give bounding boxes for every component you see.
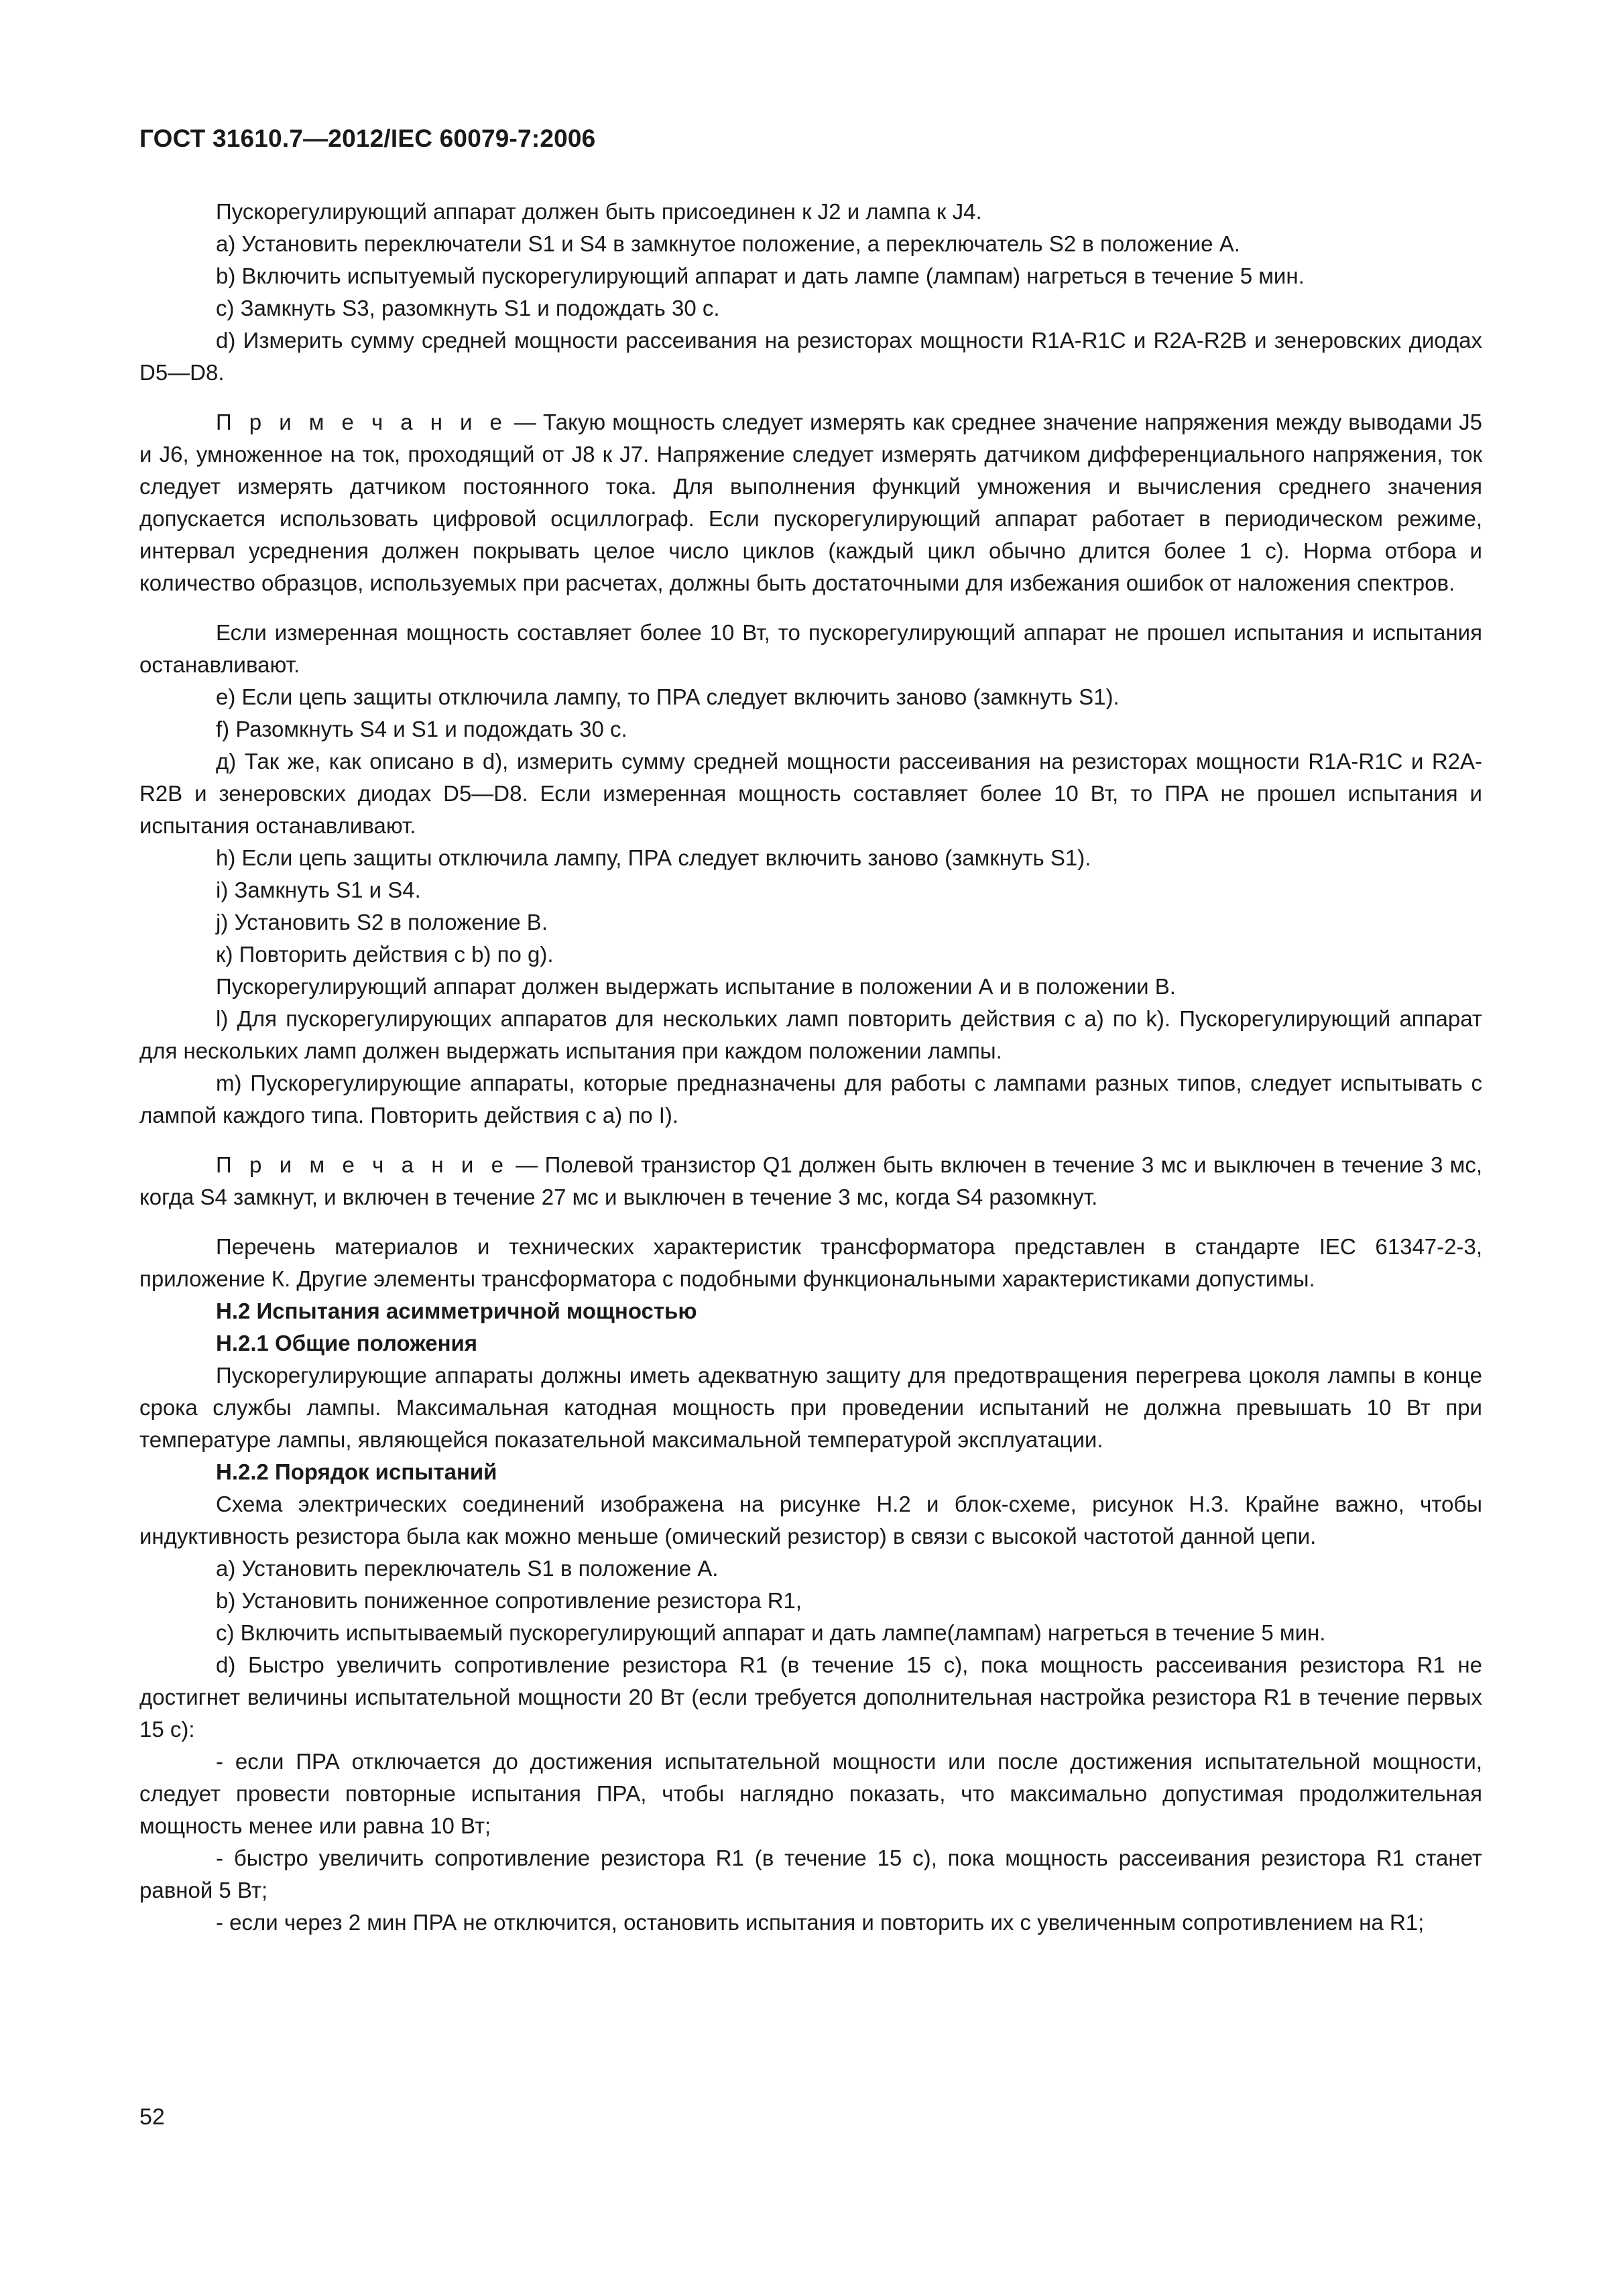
page-number: 52 — [139, 2104, 165, 2130]
step-d: d) Измерить сумму средней мощности рассеивания на резисторах мощности R1A-R1C и R2A-R2B и зенеровских диодах D5—D8. — [139, 328, 1482, 385]
step-c: c) Включить испытываемый пускорегулирующий аппарат и дать лампе(лампам) нагреться в течение 5 мин. — [216, 1620, 1326, 1645]
step-b: b) Установить пониженное сопротивление резистора R1, — [216, 1588, 802, 1613]
document-body — [139, 196, 1482, 1939]
subsection-heading: Н.2.2 Порядок испытаний — [216, 1459, 497, 1484]
step-c: c) Замкнуть S3, разомкнуть S1 и подождать 30 с. — [216, 296, 720, 320]
subsection-heading: Н.2.1 Общие положения — [216, 1331, 478, 1355]
note-text: — Такую мощность следует измерять как среднее значение напряжения между выводами J5 и J6, умноженное на ток, проходящий от J8 к J7. Напряжение следует измерять датчиком дифференциального напряжения, ток следует измерять датчиком постоянного тока. Для выполнения функций умножения и вычисления среднего значения допускается использовать цифровой осциллограф. Если пускорегулирующий аппарат работает в периодическом режиме, интервал усреднения должен покрывать целое число циклов (каждый цикл обычно длится более 1 с). Норма отбора и количество образцов, используемых при расчетах, должны быть достаточными для избежания ошибок от наложения спектров. — [139, 410, 1482, 595]
step-f: f) Разомкнуть S4 и S1 и подождать 30 с. — [216, 717, 627, 741]
paragraph: Пускорегулирующий аппарат должен выдержать испытание в положении А и в положении В. — [216, 974, 1176, 999]
document-header: ГОСТ 31610.7—2012/IEC 60079-7:2006 — [139, 125, 596, 152]
step-i: i) Замкнуть S1 и S4. — [216, 878, 421, 902]
list-item: - если через 2 мин ПРА не отключится, остановить испытания и повторить их с увеличенным сопротивлением на R1; — [216, 1910, 1425, 1935]
step-j: j) Установить S2 в положение В. — [216, 910, 548, 934]
step-h: h) Если цепь защиты отключила лампу, ПРА следует включить заново (замкнуть S1). — [216, 845, 1091, 870]
note-label: П р и м е ч а н и е — [216, 410, 507, 434]
paragraph: Пускорегулирующие аппараты должны иметь адекватную защиту для предотвращения перегрева цоколя лампы в конце срока службы лампы. Максимальная катодная мощность при проведении испытаний не должна превышать 10 Вт при температуре лампы, являющейся показательной максимальной температурой эксплуатации. — [139, 1363, 1482, 1452]
paragraph: Если измеренная мощность составляет более 10 Вт, то пускорегулирующий аппарат не прошел испытания и испытания останавливают. — [139, 620, 1482, 677]
step-l: l) Для пускорегулирующих аппаратов для нескольких ламп повторить действия с а) по k). Пускорегулирующий аппарат для нескольких ламп должен выдержать испытания при каждом положении лампы. — [139, 1006, 1482, 1063]
step-m: m) Пускорегулирующие аппараты, которые предназначены для работы с лампами разных типов, следует испытывать с лампой каждого типа. Повторить действия с а) по I). — [139, 1071, 1482, 1128]
note-label: П р и м е ч а н и е — [216, 1152, 509, 1177]
section-heading: Н.2 Испытания асимметричной мощностью — [216, 1298, 697, 1323]
paragraph: Пускорегулирующий аппарат должен быть присоединен к J2 и лампа к J4. — [216, 199, 982, 224]
list-item: - быстро увеличить сопротивление резистора R1 (в течение 15 с), пока мощность рассеивания резистора R1 станет равной 5 Вт; — [139, 1846, 1482, 1902]
step-a: a) Установить переключатель S1 в положение А. — [216, 1556, 719, 1581]
step-e: e) Если цепь защиты отключила лампу, то ПРА следует включить заново (замкнуть S1). — [216, 684, 1120, 709]
step-a: a) Установить переключатели S1 и S4 в замкнутое положение, а переключатель S2 в положение А. — [216, 231, 1240, 256]
step-d: d) Быстро увеличить сопротивление резистора R1 (в течение 15 с), пока мощность рассеивания резистора R1 не достигнет величины испытательной мощности 20 Вт (если требуется дополнительная настройка резистора R1 в течение первых 15 с): — [139, 1652, 1482, 1742]
paragraph: Схема электрических соединений изображена на рисунке Н.2 и блок-схеме, рисунок Н.3. Крайне важно, чтобы индуктивность резистора была как можно меньше (омический резистор) в связи с высокой частотой данной цепи. — [139, 1492, 1482, 1549]
step-b: b) Включить испытуемый пускорегулирующий аппарат и дать лампе (лампам) нагреться в течение 5 мин. — [216, 263, 1305, 288]
paragraph: Перечень материалов и технических характеристик трансформатора представлен в стандарте IEC 61347-2-3, приложение К. Другие элементы трансформатора с подобными функциональными характеристиками допустимы. — [139, 1234, 1482, 1291]
step-g: д) Так же, как описано в d), измерить сумму средней мощности рассеивания на резисторах мощности R1A-R1C и R2A-R2B и зенеровских диодах D5—D8. Если измеренная мощность составляет более 10 Вт, то ПРА не прошел испытания и испытания останавливают. — [139, 749, 1482, 838]
list-item: - если ПРА отключается до достижения испытательной мощности или после достижения испытательной мощности, следует провести повторные испытания ПРА, чтобы наглядно показать, что максимально допустимая продолжительная мощность менее или равна 10 Вт; — [139, 1749, 1482, 1838]
note-paragraph — [139, 1149, 1482, 1213]
note-text: — Полевой транзистор Q1 должен быть включен в течение 3 мс и выключен в течение 3 мс, когда S4 замкнут, и включен в течение 27 мс и выключен в течение 3 мс, когда S4 разомкнут. — [139, 1152, 1482, 1209]
step-k: к) Повторить действия с b) по g). — [216, 942, 554, 967]
note-paragraph — [139, 406, 1482, 599]
